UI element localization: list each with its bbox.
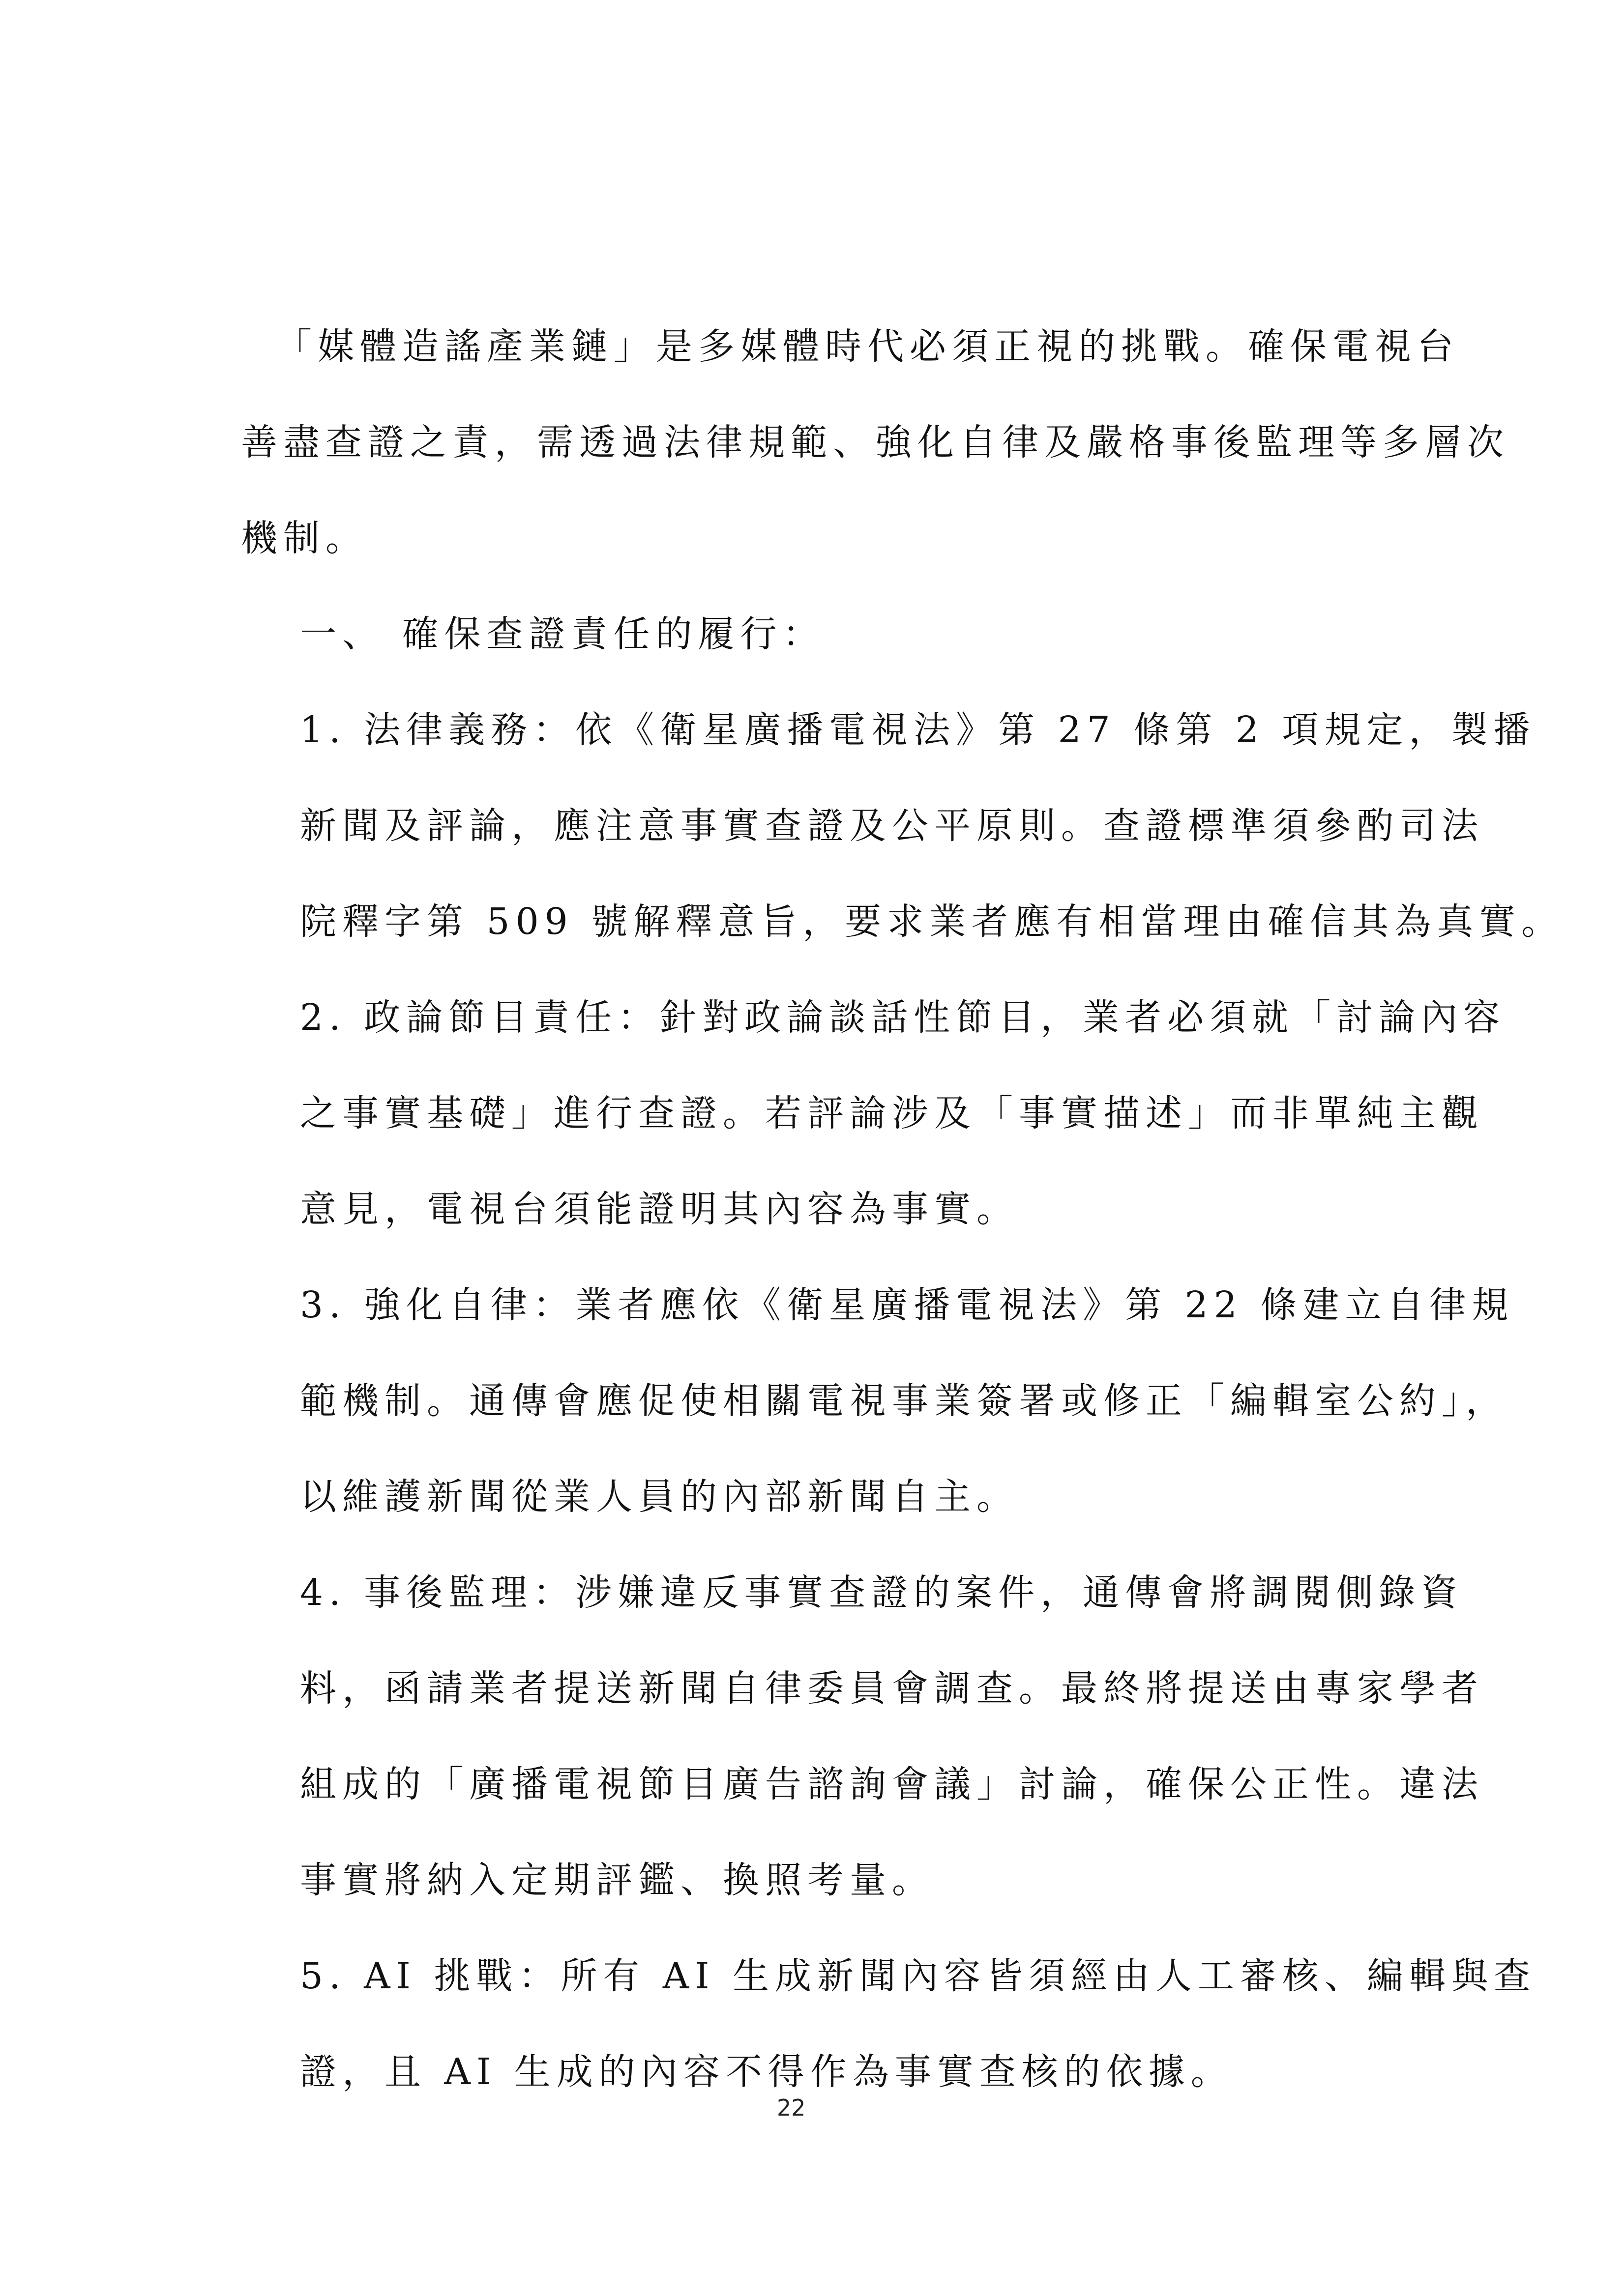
intro-line-2: 善盡查證之責，需透過法律規範、強化自律及嚴格事後監理等多層次 xyxy=(241,421,1509,464)
intro-line-1: 「媒體造謠產業鏈」是多媒體時代必須正視的挑戰。確保電視台 xyxy=(275,325,1459,368)
item-1-line-2: 新聞及評論，應注意事實查證及公平原則。查證標準須參酌司法 xyxy=(300,805,1484,847)
item-4-line-4: 事實將納入定期評鑑、換照考量。 xyxy=(300,1859,934,1901)
item-5-line-2: 證，且 AI 生成的內容不得作為事實查核的依據。 xyxy=(300,2051,1233,2093)
item-2-line-3: 意見，電視台須能證明其內容為事實。 xyxy=(300,1188,1019,1230)
item-2-line-2: 之事實基礎」進行查證。若評論涉及「事實描述」而非單純主觀 xyxy=(300,1092,1484,1134)
item-4-line-2: 料，函請業者提送新聞自律委員會調查。最終將提送由專家學者 xyxy=(300,1667,1484,1710)
item-4-line-3: 組成的「廣播電視節目廣告諮詢會議」討論，確保公正性。違法 xyxy=(300,1763,1484,1805)
item-3-line-3: 以維護新聞從業人員的內部新聞自主。 xyxy=(300,1476,1019,1518)
intro-line-3: 機制。 xyxy=(241,517,368,559)
item-1-line-3: 院釋字第 509 號解釋意旨，要求業者應有相當理由確信其為真實。 xyxy=(300,901,1564,943)
item-3-line-1: 3. 強化自律：業者應依《衛星廣播電視法》第 22 條建立自律規 xyxy=(300,1284,1514,1326)
item-5-line-1: 5. AI 挑戰：所有 AI 生成新聞內容皆須經由人工審核、編輯與查 xyxy=(300,1955,1536,1997)
page-number: 22 xyxy=(777,2094,806,2121)
item-1-line-1: 1. 法律義務：依《衛星廣播電視法》第 27 條第 2 項規定，製播 xyxy=(300,709,1536,751)
item-2-line-1: 2. 政論節目責任：針對政論談話性節目，業者必須就「討論內容 xyxy=(300,996,1506,1039)
item-3-line-2: 範機制。通傳會應促使相關電視事業簽署或修正「編輯室公約」， xyxy=(300,1380,1508,1422)
section-heading: 一、 確保查證責任的履行： xyxy=(300,613,825,655)
item-4-line-1: 4. 事後監理：涉嫌違反事實查證的案件，通傳會將調閱側錄資 xyxy=(300,1571,1464,1614)
